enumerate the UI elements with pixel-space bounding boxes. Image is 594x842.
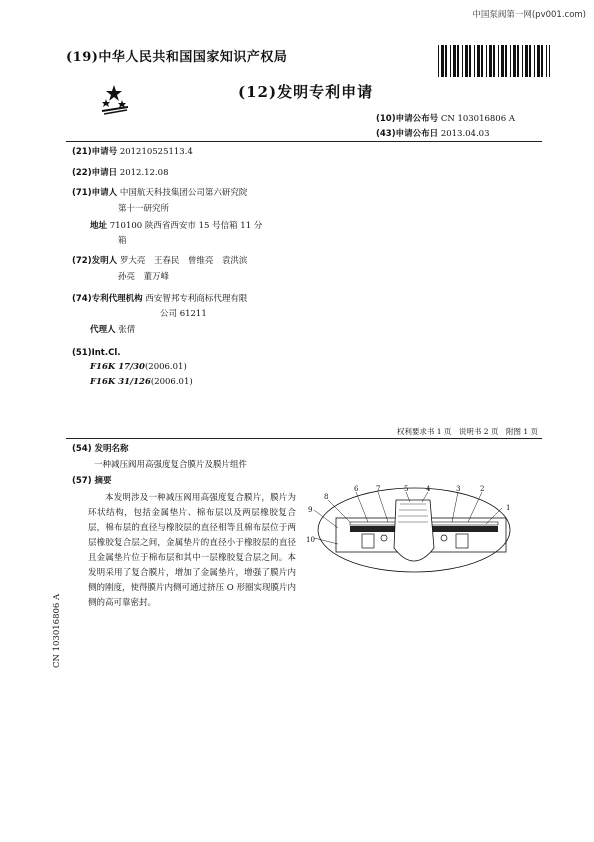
figure-o-ring-right xyxy=(441,535,447,541)
address-row xyxy=(90,219,262,234)
applicant-line1: 中国航天科技集团公司第六研究院 xyxy=(119,188,248,198)
barcode-bar xyxy=(486,45,487,77)
invention-title-label xyxy=(72,442,129,457)
intcl-label-row xyxy=(72,346,121,361)
figure-label-3: 3 xyxy=(456,485,461,493)
figure-seal-right xyxy=(456,534,468,548)
publication-number: CN 103016806 A xyxy=(440,114,515,124)
barcode-bar xyxy=(541,45,543,77)
barcode-bar xyxy=(529,45,531,77)
address-line2: 箱 xyxy=(118,236,127,246)
barcode-bar xyxy=(489,45,492,77)
ipc-code-2: F16K 31/126 xyxy=(90,377,151,387)
agency-label: (74)专利代理机构 xyxy=(72,294,143,304)
section-rule xyxy=(66,438,542,439)
agency-line2: 公司 61211 xyxy=(160,309,207,319)
publication-number-label: (10)申请公布号 xyxy=(376,114,439,124)
barcode-bar xyxy=(525,45,528,77)
barcode xyxy=(438,45,550,77)
barcode-bar xyxy=(537,45,540,77)
inventors-line1: 罗大亮 王春民 曾维亮 袁洪滨 xyxy=(119,256,248,266)
applicant-line2: 第十一研究所 xyxy=(118,204,170,214)
publication-date-label: (43)申请公布日 xyxy=(376,129,439,139)
barcode-bar xyxy=(498,45,499,77)
barcode-bar xyxy=(534,45,535,77)
figure-label-4: 4 xyxy=(426,485,431,493)
barcode-bar xyxy=(438,45,439,77)
ipc-date-2: (2006.01) xyxy=(150,377,193,387)
figure-seal-left xyxy=(362,534,374,548)
barcode-bar xyxy=(462,45,463,77)
abstract-label xyxy=(72,474,112,489)
ipc-class-2 xyxy=(90,377,193,387)
filing-date-label: (22)申请日 xyxy=(72,168,118,178)
publication-date-row xyxy=(376,127,489,139)
barcode-bar xyxy=(477,45,480,77)
agent-label: 代理人 xyxy=(90,325,116,335)
figure-label-7: 7 xyxy=(376,485,381,493)
application-number-row xyxy=(72,145,193,160)
agent-name: 张倩 xyxy=(118,325,136,335)
source-watermark: 中国泵阀第一网(pv001.com) xyxy=(472,10,586,20)
figure-central-stem xyxy=(394,500,434,561)
barcode-bar xyxy=(517,45,519,77)
figure-label-8: 8 xyxy=(324,493,329,501)
publication-number-row xyxy=(376,112,515,124)
barcode-bar xyxy=(510,45,511,77)
abstract-label-text: (57) 摘要 xyxy=(72,476,112,486)
agency-row xyxy=(72,292,247,307)
applicant-label: (71)申请人 xyxy=(72,188,118,198)
barcode-bar xyxy=(457,45,459,77)
application-number: 201210525113.4 xyxy=(119,147,193,157)
publication-date: 2013.04.03 xyxy=(440,129,490,139)
barcode-bar xyxy=(450,45,451,77)
barcode-bar xyxy=(522,45,523,77)
invention-title: 一种减压阀用高强度复合膜片及膜片组件 xyxy=(94,460,248,470)
figure-label-1: 1 xyxy=(506,504,511,512)
filing-date: 2012.12.08 xyxy=(119,168,169,178)
inventors-line2: 孙亮 董万峰 xyxy=(118,272,170,282)
ipc-date-1: (2006.01) xyxy=(144,362,187,372)
barcode-bar xyxy=(481,45,483,77)
intcl-label: (51)Int.Cl. xyxy=(72,348,121,358)
document-type-title: (12)发明专利申请 xyxy=(238,83,374,101)
ipc-class-1 xyxy=(90,362,187,372)
barcode-bar xyxy=(469,45,471,77)
barcode-bar xyxy=(493,45,495,77)
side-publication-number: CN 103016806 A xyxy=(52,593,62,668)
ipc-code-1: F16K 17/30 xyxy=(90,362,145,372)
figure-label-10: 10 xyxy=(306,536,315,544)
barcode-bar xyxy=(505,45,507,77)
barcode-bar xyxy=(453,45,456,77)
barcode-bar xyxy=(441,45,444,77)
applicant-row xyxy=(72,186,247,201)
barcode-bar xyxy=(474,45,475,77)
figure-label-5: 5 xyxy=(404,485,409,493)
issuing-office: (19)中华人民共和国国家知识产权局 xyxy=(66,50,288,65)
page-counts: 权利要求书 1 页 说明书 2 页 附图 1 页 xyxy=(396,427,538,436)
barcode-bar xyxy=(501,45,504,77)
figure-label-9: 9 xyxy=(308,506,313,514)
inventors-label: (72)发明人 xyxy=(72,256,118,266)
barcode-bar xyxy=(445,45,447,77)
header-rule xyxy=(66,141,542,142)
address-label: 地址 xyxy=(90,221,108,231)
barcode-bar xyxy=(465,45,468,77)
agency-line1: 西安智邦专利商标代理有限 xyxy=(145,294,248,304)
figure-label-2: 2 xyxy=(480,485,485,493)
office-emblem-icon xyxy=(100,83,130,115)
filing-date-row xyxy=(72,166,168,181)
invention-title-label-text: (54) 发明名称 xyxy=(72,444,129,454)
figure-o-ring-left xyxy=(381,535,387,541)
barcode-bar xyxy=(513,45,516,77)
inventors-row xyxy=(72,254,247,269)
diaphragm-assembly-figure xyxy=(306,478,532,596)
figure-label-6: 6 xyxy=(354,485,359,493)
barcode-bar xyxy=(546,45,547,77)
agent-row xyxy=(90,323,135,338)
address-line1: 710100 陕西省西安市 15 号信箱 11 分 xyxy=(109,221,263,231)
barcode-bar xyxy=(549,45,550,77)
abstract-text: 本发明涉及一种减压阀用高强度复合膜片，膜片为环状结构，包括金属垫片、棉布层以及两层橡胶复合层，棉布层的直径与橡胶层的直径相等且棉布层位于两层橡胶复合层之间，金属垫片的直径小于橡胶层的直径且金属垫片位于棉布层和其中一层橡胶复合层之间。本发明采用了复合膜片，增加了金属垫片，增强了膜片内侧的刚度，使得膜片内侧可通过挤压 O 形圈实现膜片内侧的高可靠密封。 xyxy=(88,493,296,608)
application-number-label: (21)申请号 xyxy=(72,147,118,157)
